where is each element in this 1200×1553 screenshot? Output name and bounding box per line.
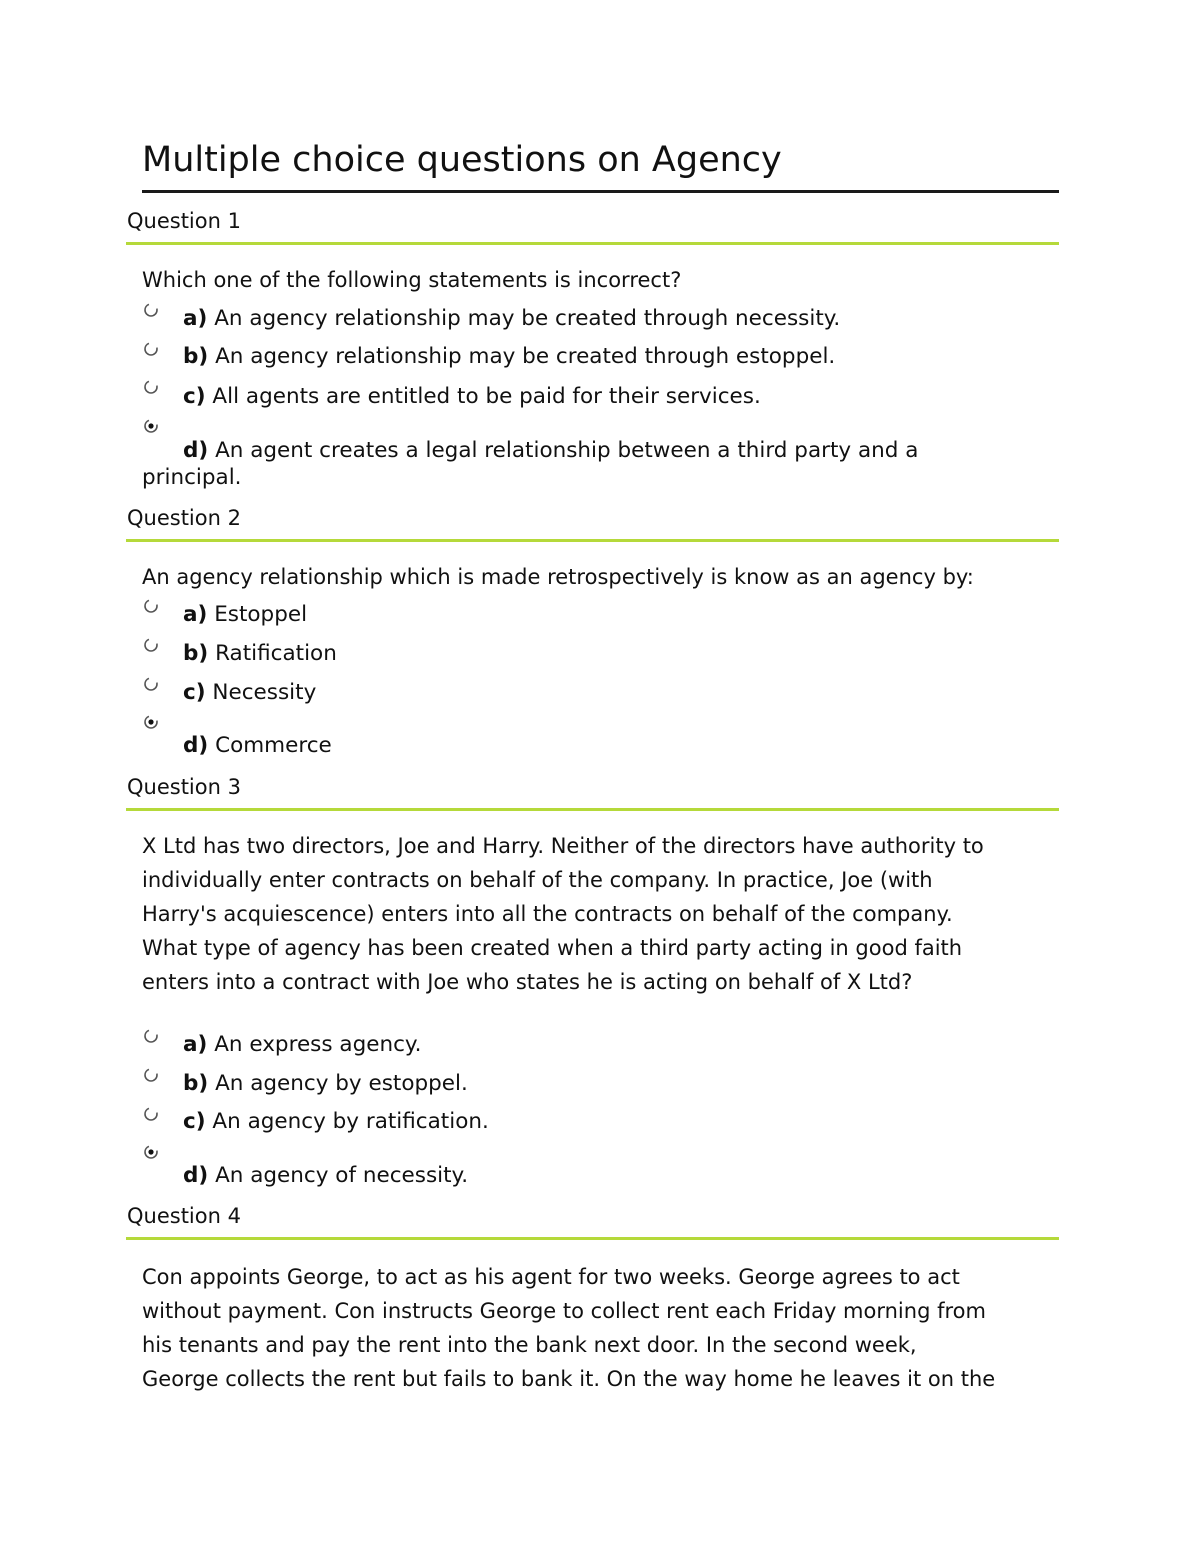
radio-option-d-selected[interactable]: [143, 1144, 159, 1160]
radio-option-b[interactable]: [143, 1067, 159, 1083]
question-heading: Question 4: [127, 1204, 241, 1228]
question-text: [142, 263, 1067, 297]
option-b[interactable]: [183, 641, 337, 666]
radio-option-a[interactable]: [143, 1028, 159, 1044]
option-text: An agent creates a legal relationship between a third party and a: [215, 438, 919, 463]
option-letter: c): [183, 384, 206, 409]
option-letter: a): [183, 1032, 208, 1057]
option-letter: a): [183, 306, 208, 331]
question-divider: [126, 808, 1059, 811]
option-c[interactable]: [183, 384, 761, 409]
radio-option-c[interactable]: [143, 676, 159, 692]
radio-option-b[interactable]: [143, 341, 159, 357]
question-text: [142, 829, 1067, 999]
question-text-line: Harry's acquiescence) enters into all the contracts on behalf of the company.: [142, 902, 953, 926]
radio-option-a[interactable]: [143, 598, 159, 614]
question-text-line: X Ltd has two directors, Joe and Harry. Neither of the directors have authority to: [142, 834, 984, 858]
option-text: Necessity: [212, 680, 317, 705]
option-c[interactable]: [183, 680, 316, 705]
option-letter: d): [183, 438, 209, 463]
question-heading: Question 2: [127, 506, 241, 530]
radio-option-d-selected[interactable]: [143, 714, 159, 730]
option-b[interactable]: [183, 344, 835, 369]
question-text-line: Which one of the following statements is incorrect?: [142, 268, 682, 292]
option-d[interactable]: [183, 438, 918, 463]
title-divider: [142, 190, 1059, 193]
option-letter: c): [183, 1109, 206, 1134]
option-a[interactable]: [183, 1032, 421, 1057]
option-text: Estoppel: [214, 602, 308, 627]
option-letter: b): [183, 1071, 209, 1096]
radio-option-a[interactable]: [143, 302, 159, 318]
question-text-line: An agency relationship which is made retrospectively is know as an agency by:: [142, 565, 974, 589]
question-divider: [126, 539, 1059, 542]
page-title: Multiple choice questions on Agency: [142, 140, 782, 180]
option-d[interactable]: [183, 733, 332, 758]
option-letter: c): [183, 680, 206, 705]
question-divider: [126, 1237, 1059, 1240]
question-text-line: enters into a contract with Joe who states he is acting on behalf of X Ltd?: [142, 970, 913, 994]
option-letter: b): [183, 641, 209, 666]
radio-option-d-selected[interactable]: [143, 418, 159, 434]
question-divider: [126, 242, 1059, 245]
option-text: An agency of necessity.: [215, 1163, 469, 1188]
question-text-line: Con appoints George, to act as his agent for two weeks. George agrees to act: [142, 1265, 960, 1289]
option-letter: b): [183, 344, 209, 369]
option-letter: d): [183, 733, 209, 758]
radio-option-c[interactable]: [143, 379, 159, 395]
option-letter: a): [183, 602, 208, 627]
question-heading: Question 3: [127, 775, 241, 799]
question-text-line: George collects the rent but fails to bank it. On the way home he leaves it on the: [142, 1367, 996, 1391]
option-text: Commerce: [215, 733, 332, 758]
option-text: Ratification: [215, 641, 337, 666]
option-text: An agency by estoppel.: [215, 1071, 468, 1096]
option-text: All agents are entitled to be paid for their services.: [212, 384, 761, 409]
radio-option-c[interactable]: [143, 1106, 159, 1122]
question-text-line: individually enter contracts on behalf of the company. In practice, Joe (with: [142, 868, 933, 892]
option-a[interactable]: [183, 306, 840, 331]
option-d-continuation: principal.: [142, 465, 242, 490]
question-text-line: without payment. Con instructs George to collect rent each Friday morning from: [142, 1299, 986, 1323]
option-text: An agency relationship may be created through necessity.: [214, 306, 841, 331]
question-text: [142, 1260, 1067, 1396]
option-b[interactable]: [183, 1071, 468, 1096]
question-heading: Question 1: [127, 209, 241, 233]
question-text-line: his tenants and pay the rent into the bank next door. In the second week,: [142, 1333, 917, 1357]
option-text: An express agency.: [214, 1032, 422, 1057]
option-text: An agency relationship may be created through estoppel.: [215, 344, 836, 369]
question-text: [142, 560, 1067, 594]
radio-option-b[interactable]: [143, 637, 159, 653]
option-d[interactable]: [183, 1163, 468, 1188]
question-text-line: What type of agency has been created when a third party acting in good faith: [142, 936, 963, 960]
option-text: An agency by ratification.: [212, 1109, 489, 1134]
option-letter: d): [183, 1163, 209, 1188]
option-a[interactable]: [183, 602, 307, 627]
option-c[interactable]: [183, 1109, 489, 1134]
